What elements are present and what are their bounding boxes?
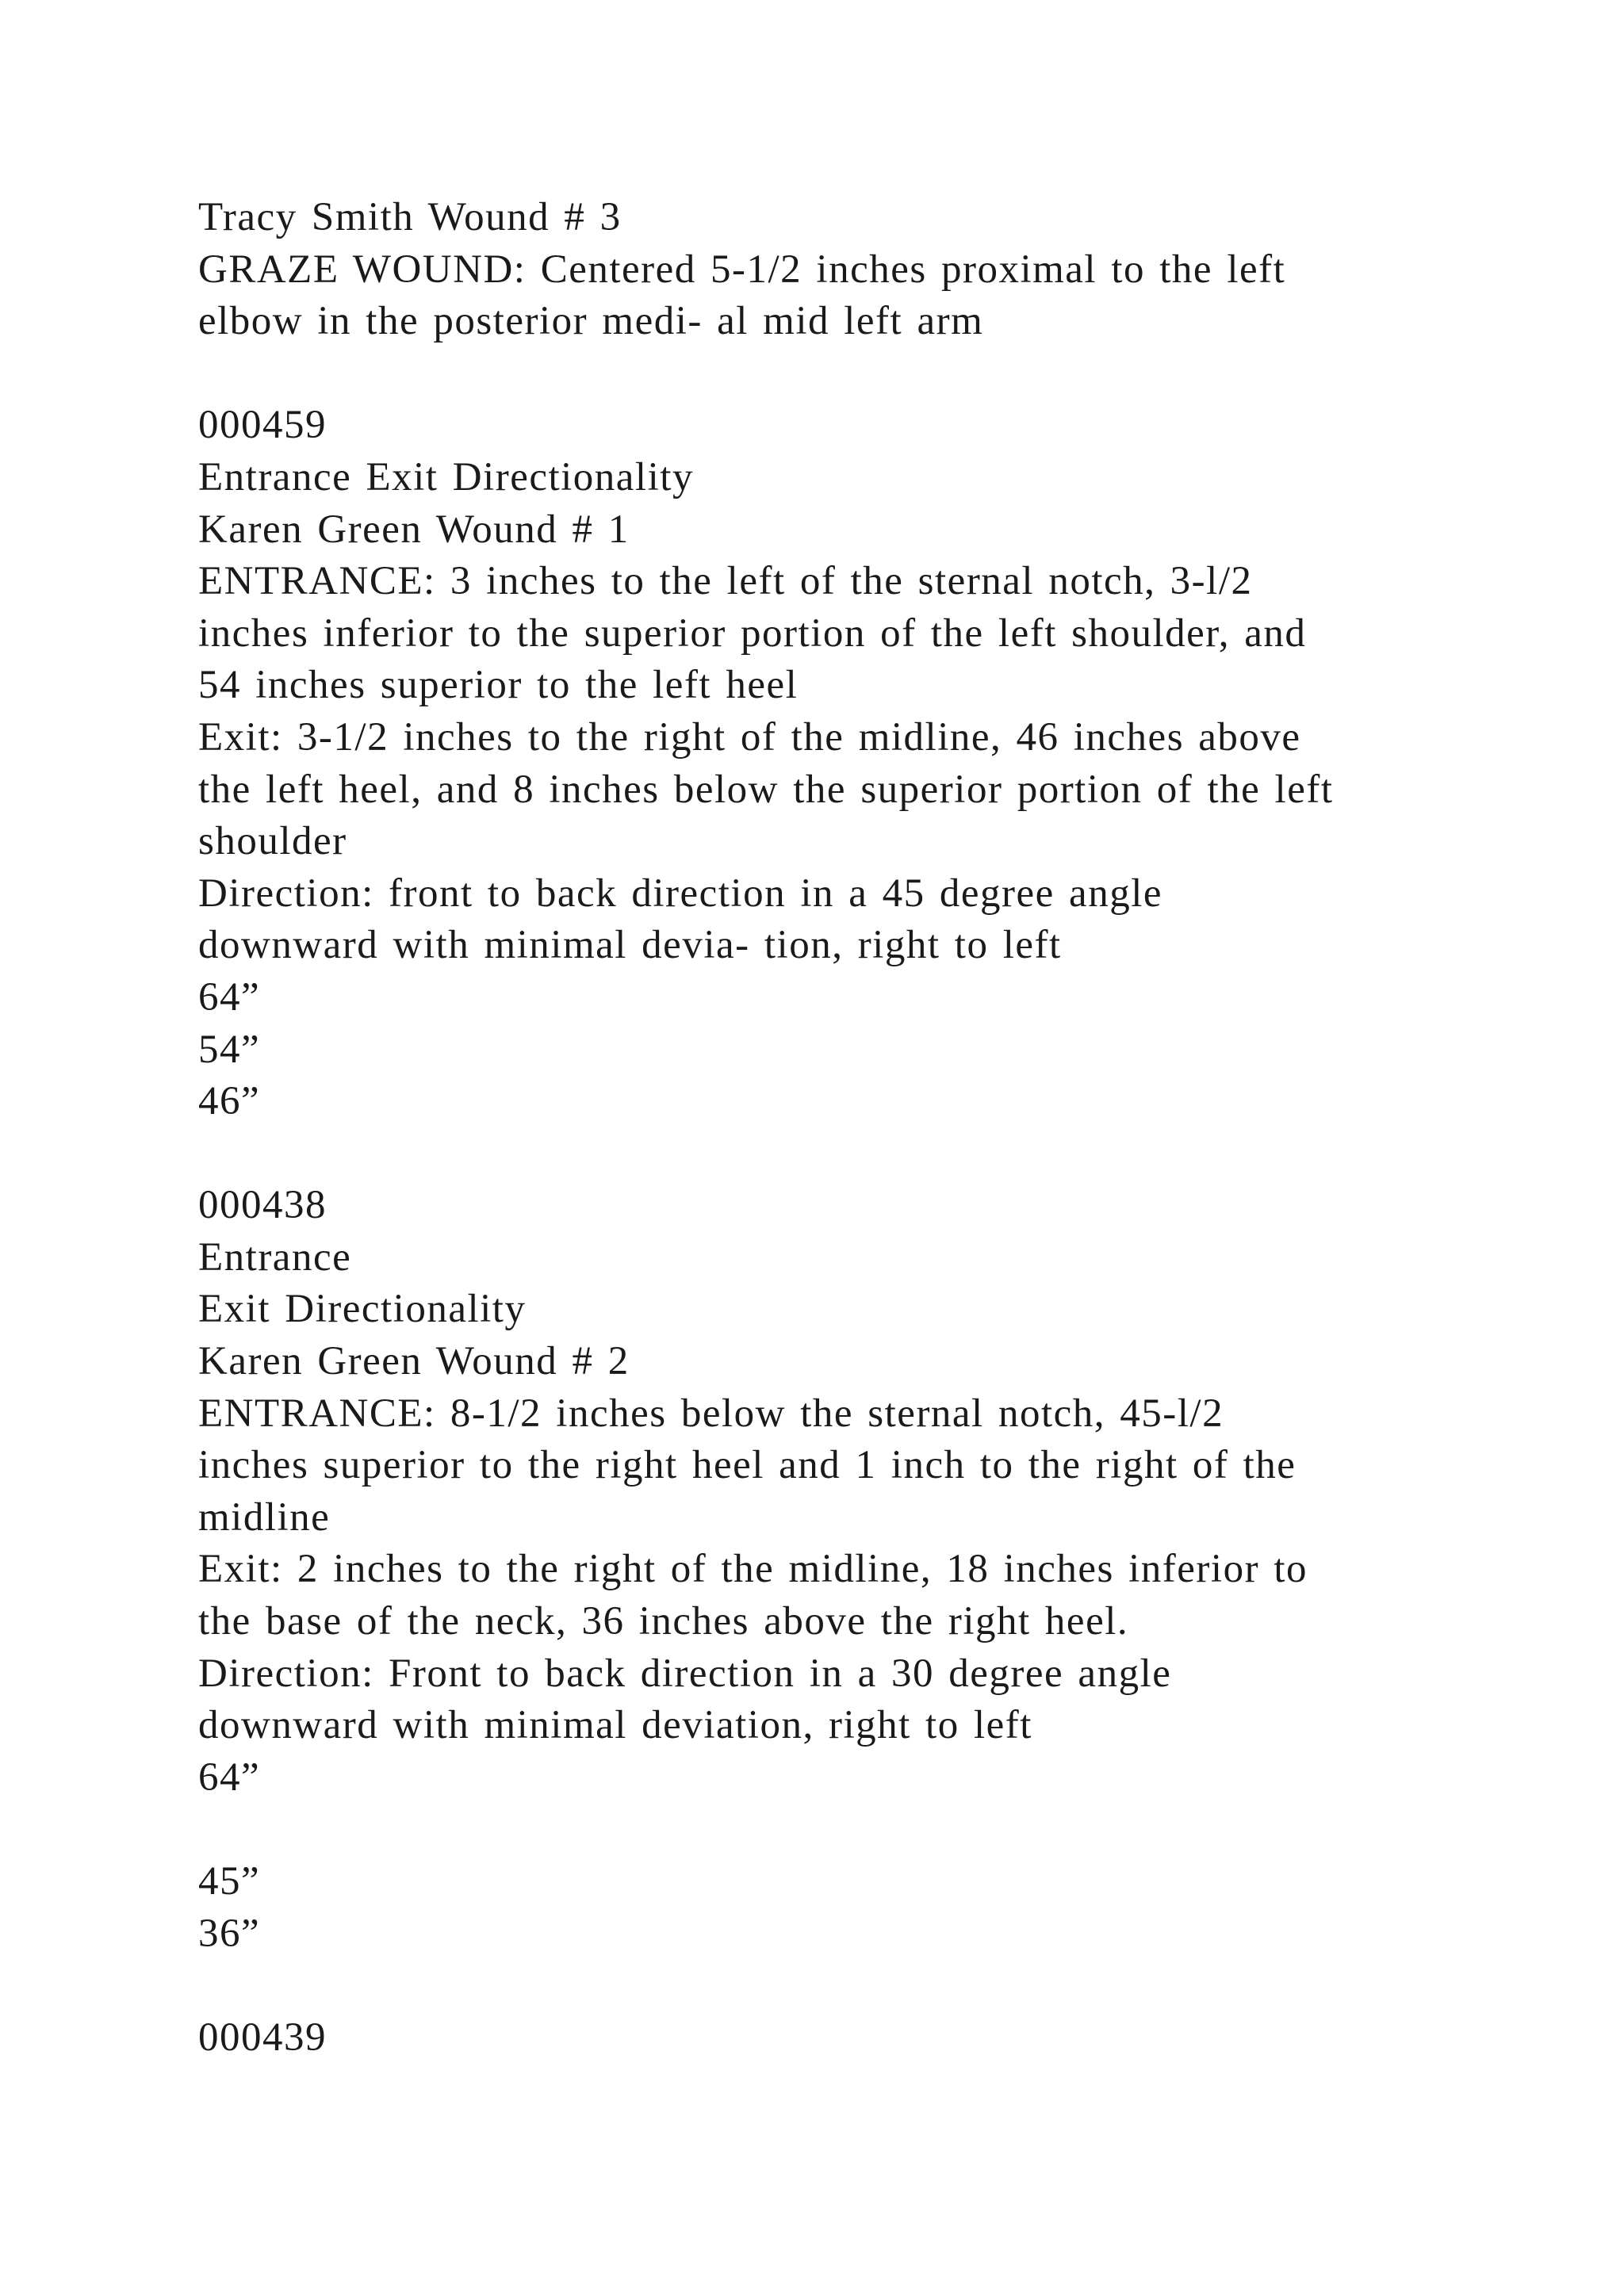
text-line: 54 inches superior to the left heel [198,663,799,708]
measurement-label: 46” [198,1079,261,1124]
measurement-label: 36” [198,1911,261,1956]
blank-line [198,1128,1483,1181]
page-number: 000439 [198,2015,327,2060]
document-body [198,192,1483,2064]
text-line: the base of the neck, 36 inches above the right heel. [198,1599,1129,1644]
text-line: the left heel, and 8 inches below the superior portion of the left [198,767,1334,812]
measurement-label: 64” [198,974,261,1020]
text-line: Direction: front to back direction in a 45 degree angle [198,871,1162,916]
figure-caption: Entrance [198,1234,352,1280]
blank-line [198,1804,1483,1856]
measurement-label: 54” [198,1027,261,1072]
blank-line [198,348,1483,400]
figure-caption: Entrance Exit Directionality [198,454,694,499]
text-line: Exit: 2 inches to the right of the midline, 18 inches inferior to [198,1547,1308,1592]
text-line: downward with minimal deviation, right to left [198,1703,1032,1748]
text-line: Direction: Front to back direction in a 30 degree angle [198,1651,1172,1696]
measurement-label: 64” [198,1755,261,1800]
figure-caption: Exit Directionality [198,1287,527,1332]
page-number: 000438 [198,1183,327,1228]
text-line: elbow in the posterior medi- al mid left arm [198,299,984,344]
text-line: GRAZE WOUND: Centered 5-1/2 inches proximal to the left [198,247,1286,292]
text-line: inches inferior to the superior portion of the left shoulder, and [198,610,1307,656]
section-heading-karen-green-wound-2: Karen Green Wound # 2 [198,1339,630,1384]
text-line: ENTRANCE: 8-1/2 inches below the sternal notch, 45-l/2 [198,1391,1224,1436]
page-number: 000459 [198,403,327,448]
text-line: inches superior to the right heel and 1 inch to the right of the [198,1443,1297,1488]
text-line: midline [198,1494,331,1540]
text-line: shoulder [198,819,347,864]
section-heading-karen-green-wound-1: Karen Green Wound # 1 [198,507,630,552]
text-line: Exit: 3-1/2 inches to the right of the midline, 46 inches above [198,714,1301,760]
blank-line [198,1960,1483,2012]
text-line: downward with minimal devia- tion, right to left [198,923,1062,968]
text-line: ENTRANCE: 3 inches to the left of the sternal notch, 3-l/2 [198,559,1253,604]
measurement-label: 45” [198,1859,261,1904]
section-heading-tracy-smith-wound-3: Tracy Smith Wound # 3 [198,195,622,239]
